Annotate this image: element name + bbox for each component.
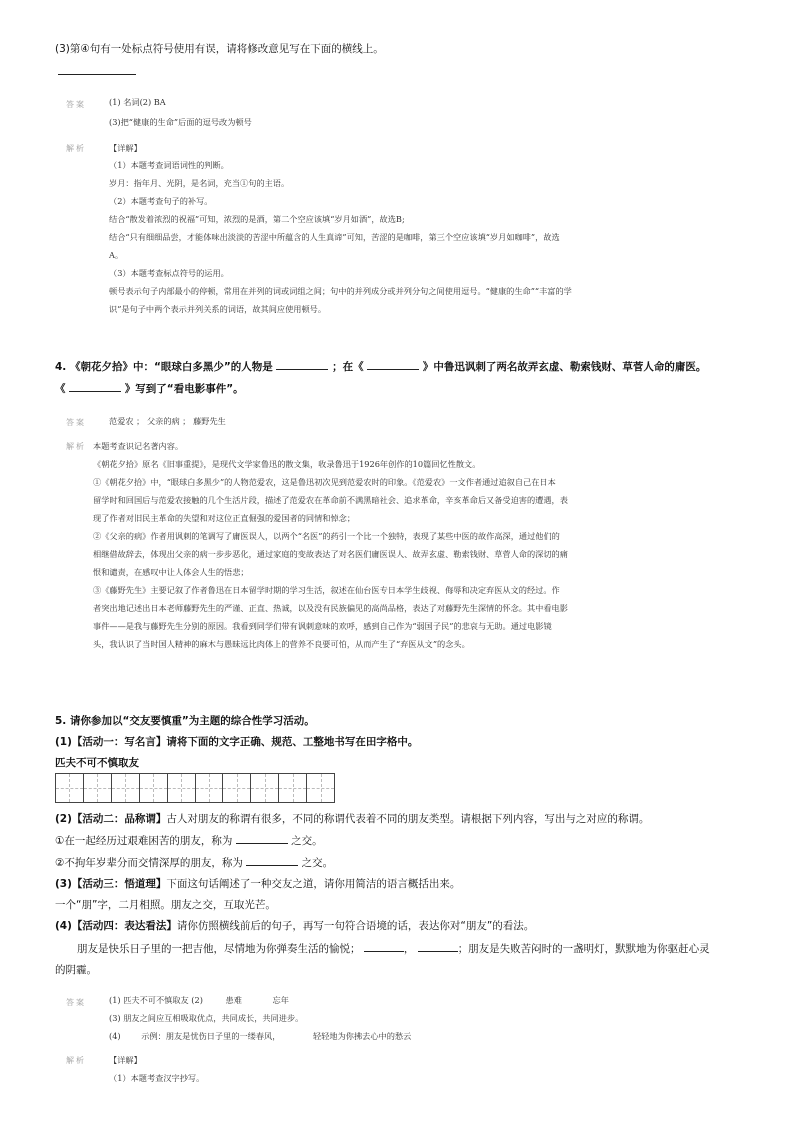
answer-blank-line[interactable] [58, 74, 136, 75]
q4-answer: 范爱农 ； 父亲的病 ； 藤野先生 [109, 416, 226, 426]
q5-blank-4[interactable] [418, 941, 458, 952]
grid-cell[interactable] [196, 774, 224, 802]
q5-motto: 匹夫不可不慎取友 [55, 757, 139, 769]
q3-analysis-line: 顿号表示句子内部最小的停顿，常用在并列的词或词组之间；句中的并列成分或并列分句之间使用逗号。“健康的生命”“丰富的学 [109, 286, 572, 296]
q4-analysis-line: 留学时和回国后与范爱农接触的几个生活片段，描述了范爱农在革命前不满黑暗社会、追求革命，辛亥革命后又备受迫害的遭遇，表 [93, 495, 568, 505]
q4-blank-2[interactable] [367, 359, 419, 370]
q5-paragraph-line1: 朋友是快乐日子里的一把吉他，尽情地为你弹奏生活的愉悦； ， ；朋友是失败苦闷时的一盏明灯，默默地为你驱赶心灵 [77, 943, 710, 955]
q5-title: 5. 请你参加以“交友要慎重”为主题的综合性学习活动。 [55, 715, 315, 727]
q3-analysis-line: A。 [109, 250, 124, 260]
q5-item2: ②不拘年岁辈分而交情深厚的朋友，称为 之交。 [55, 857, 334, 869]
q4-analysis-line: ②《父亲的病》作者用讽刺的笔调写了庸医误人，以两个“名医”的药引一个比一个独特，表现了某些中医的故作高深，通过他们的 [93, 531, 560, 541]
q5-answer-line1: (1) 匹夫不可不慎取友 (2) 患难 忘年 [109, 995, 289, 1005]
tianzige-grid[interactable] [55, 773, 335, 803]
q3-analysis-line: 【详解】 [109, 143, 142, 153]
q3-analysis-line: （1）本题考查词语词性的判断。 [109, 160, 229, 170]
q4-prompt-line1: 4. 《朝花夕拾》中：“眼球白多黑少”的人物是 ；在《 》中鲁迅讽刺了两名故弄玄虚、勒索钱财、草菅人命的庸医。 [55, 361, 707, 373]
q4-analysis-line: 者突出地记述出日本老师藤野先生的严谨、正直、热诚，以及没有民族偏见的高尚品格，表达了对藤野先生深情的怀念。其中看电影 [93, 603, 568, 613]
q3-analysis-line: 岁月：指年月、光阴，是名词，充当①句的主语。 [109, 178, 290, 188]
q4-analysis-line: 头，我认识了当时国人精神的麻木与愚昧远比肉体上的营养不良要可怕，从而产生了“弃医从文”的念头。 [93, 639, 470, 649]
analysis-label: 解析 [66, 144, 86, 153]
answer-label: 答案 [66, 418, 86, 427]
q5-part3: (3)【活动三：悟道理】下面这句话阐述了一种交友之道，请你用简洁的语言概括出来。 [55, 878, 461, 890]
q3-analysis-line: 结合“只有细细品尝，才能体味出淡淡的苦涩中所蕴含的人生真谛”可知，苦涩的是咖啡，第三个空应该填“岁月如咖啡”，故选 [109, 232, 560, 242]
analysis-label: 解析 [66, 1056, 86, 1065]
q4-analysis-line: 《朝花夕拾》原名《旧事重提》，是现代文学家鲁迅的散文集，收录鲁迅于1926年创作的10篇回忆性散文。 [93, 459, 481, 469]
grid-cell[interactable] [84, 774, 112, 802]
grid-cell[interactable] [307, 774, 334, 802]
q4-analysis-line: 相继借故辞去，体现出父亲的病一步步恶化，通过家庭的变故表达了对名医们庸医误人、故弄玄虚、勒索钱财、草菅人命的深切的痛 [93, 549, 568, 559]
q4-prompt-line2: 《 》写到了“看电影事件”。 [55, 383, 244, 395]
q5-answer-line3: (4) 示例：朋友是忧伤日子里的一缕春风， 轻轻地为你拂去心中的愁云 [109, 1031, 412, 1041]
grid-cell[interactable] [223, 774, 251, 802]
q4-blank-1[interactable] [276, 359, 328, 370]
analysis-label: 解析 [66, 442, 86, 451]
q3-analysis-line: （3）本题考查标点符号的运用。 [109, 268, 229, 278]
grid-cell[interactable] [56, 774, 84, 802]
q5-quote: 一个“朋”字，二月相照。朋友之交，互取光芒。 [55, 899, 276, 911]
q5-analysis-line: 【详解】 [109, 1055, 142, 1065]
q5-part2: (2)【活动二：品称谓】古人对朋友的称谓有很多，不同的称谓代表着不同的朋友类型。请根据下列内容，写出与之对应的称谓。 [55, 813, 650, 825]
q3-answer-line: (1) 名词(2) BA [109, 97, 166, 107]
q5-blank-3[interactable] [364, 941, 404, 952]
q5-blank-1[interactable] [236, 833, 288, 844]
grid-cell[interactable] [279, 774, 307, 802]
q3-answer-line: (3)把“健康的生命”后面的逗号改为顿号 [109, 117, 252, 127]
q5-part4: (4)【活动四：表达看法】请你仿照横线前后的句子，再写一句符合语境的话，表达你对“朋友”的看法。 [55, 920, 535, 932]
q3-analysis-line: 识”是句子中两个表示并列关系的词语，故其间应使用顿号。 [109, 304, 327, 314]
q4-analysis-line: ③《藤野先生》主要记叙了作者鲁迅在日本留学时期的学习生活，叙述在仙台医专日本学生歧视、侮辱和决定弃医从文的经过。作 [93, 585, 560, 595]
q5-analysis-line: （1）本题考查汉字抄写。 [109, 1073, 205, 1083]
q4-analysis-line: ①《朝花夕拾》中，“眼球白多黑少”的人物范爱农，这是鲁迅初次见到范爱农时的印象。《范爱农》一文作者通过追叙自己在日本 [93, 477, 556, 487]
q5-paragraph-line2: 的阴霾。 [55, 964, 97, 976]
q3-prompt: (3)第④句有一处标点符号使用有误，请将修改意见写在下面的横线上。 [55, 43, 384, 55]
q4-analysis-line: 现了作者对旧民主革命的失望和对这位正直倔强的爱国者的同情和悼念； [93, 513, 356, 523]
q5-blank-2[interactable] [246, 855, 298, 866]
q4-analysis-line: 本题考查识记名著内容。 [93, 441, 184, 451]
q5-answer-line2: (3) 朋友之间应互相吸取优点，共同成长，共同进步。 [109, 1013, 304, 1023]
grid-cell[interactable] [168, 774, 196, 802]
q4-analysis-line: 恨和谴责，在感叹中让人体会人生的悟悲； [93, 567, 249, 577]
q5-part1: (1)【活动一：写名言】请将下面的文字正确、规范、工整地书写在田字格中。 [55, 736, 419, 748]
q5-item1: ①在一起经历过艰难困苦的朋友，称为 之交。 [55, 835, 323, 847]
grid-cell[interactable] [140, 774, 168, 802]
q3-analysis-line: （2）本题考查句子的补写。 [109, 196, 213, 206]
q4-blank-3[interactable] [69, 381, 121, 392]
grid-cell[interactable] [251, 774, 279, 802]
answer-label: 答案 [66, 998, 86, 1007]
q4-analysis-line: 事件——是我与藤野先生分别的原因。我看到同学们带有讽刺意味的欢呼，感到自己作为“弱国子民”的悲哀与无助。通过电影镜 [93, 621, 552, 631]
q3-analysis-line: 结合“散发着浓烈的祝福”可知，浓烈的是酒，第二个空应该填“岁月如酒”，故选B; [109, 214, 405, 224]
grid-cell[interactable] [112, 774, 140, 802]
answer-label: 答案 [66, 100, 86, 109]
